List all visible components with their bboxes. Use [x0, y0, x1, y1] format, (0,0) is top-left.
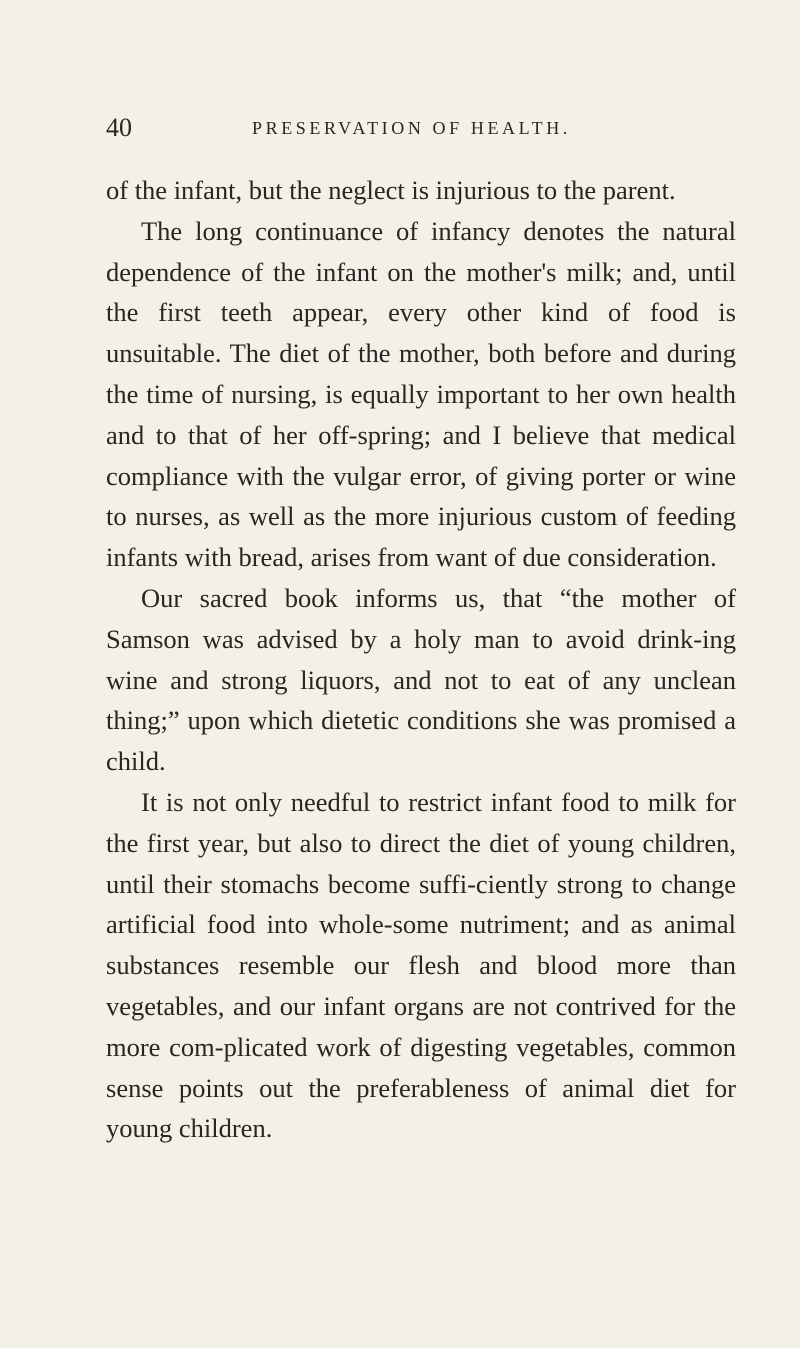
running-head: PRESERVATION OF HEALTH.: [252, 118, 571, 138]
body-text: [106, 170, 736, 1149]
paragraph-continuation: of the infant, but the neglect is injurious to the parent.: [106, 175, 676, 205]
paragraph-infant-food: It is not only needful to restrict infant food to milk for the first year, but also to direct the diet of young children, until their stomachs become suffi-ciently strong to change artificial food into whole-some nutriment; and as animal substances resemble our flesh and blood more than vegetables, and our infant organs are not contrived for the more com-plicated work of digesting vegetables, common sense points out the preferableness of animal diet for young children.: [106, 786, 736, 1144]
paragraph-infancy: The long continuance of infancy denotes the natural dependence of the infant on the mother's milk; and, until the first teeth appear, every other kind of food is unsuitable. The diet of the mother, both before and during the time of nursing, is equally important to her own health and to that of her off-spring; and I believe that medical compliance with the vulgar error, of giving porter or wine to nurses, as well as the more injurious custom of feeding infants with bread, arises from want of due consideration.: [106, 215, 736, 573]
page-number: 40: [106, 113, 132, 142]
paragraph-samson: Our sacred book informs us, that “the mother of Samson was advised by a holy man to avoid drink-ing wine and strong liquors, and not to eat of any unclean thing;” upon which dietetic conditions she was promised a child.: [106, 582, 736, 777]
page-header: [106, 108, 746, 148]
